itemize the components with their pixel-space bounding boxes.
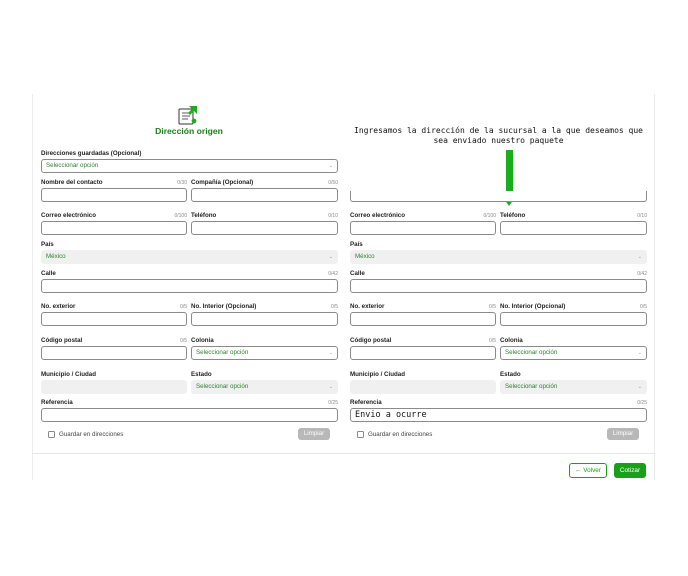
down-arrow-icon [506,150,513,193]
reference-counter: 0/25 [328,400,338,406]
dest-country-label: País [350,241,363,248]
destination-partial-input[interactable] [350,191,647,202]
chevron-down-icon: ⌄ [637,350,642,356]
dest-reference-input[interactable] [350,408,647,422]
dest-int-number-counter: 0/5 [640,304,647,310]
dest-reference-label: Referencia [350,399,382,406]
saved-addresses-field [41,150,338,174]
postal-code-input[interactable] [41,346,187,360]
chevron-down-icon: ⌄ [637,384,642,390]
dest-int-number-input[interactable] [500,312,647,326]
company-label: Compañía (Opcional) [191,179,254,186]
postal-code-counter: 0/5 [180,338,187,344]
save-address-label: Guardar en direcciones [59,431,124,438]
dest-phone-input[interactable] [500,221,647,235]
dest-phone-counter: 0/10 [637,213,647,219]
street-label: Calle [41,270,56,277]
clear-button[interactable]: Limpiar [298,428,330,440]
dest-int-number-field [500,303,647,327]
phone-input[interactable] [191,221,338,235]
dest-street-field [350,270,647,294]
chevron-down-icon: ⌄ [328,163,333,169]
dest-clear-button[interactable]: Limpiar [607,428,639,440]
dest-reference-value: Envio a ocurre [355,410,427,420]
country-value: México [46,253,66,260]
neighborhood-field [191,337,338,361]
dest-state-label: Estado [500,371,521,378]
back-button[interactable]: ← Volver [569,463,607,478]
state-label: Estado [191,371,212,378]
address-card-icon [176,104,200,126]
dest-street-label: Calle [350,270,365,277]
saved-addresses-label: Direcciones guardadas (Opcional) [41,150,142,157]
phone-label: Teléfono [191,212,217,219]
dest-country-select [350,250,647,264]
dest-country-field [350,241,647,265]
dest-municipality-input [350,380,496,394]
tutorial-annotation [346,126,651,146]
origin-title: Dirección origen [155,126,223,136]
int-number-label: No. Interior (Opcional) [191,303,257,310]
phone-counter: 0/10 [328,213,338,219]
contact-name-input[interactable] [41,188,187,202]
neighborhood-value: Seleccionar opción [196,349,249,356]
dest-email-counter: 0/100 [483,213,496,219]
email-field [41,212,187,236]
street-field [41,270,338,294]
chevron-down-icon: ⌄ [328,350,333,356]
dest-municipality-field [350,371,496,395]
country-field [41,241,338,265]
dest-email-input[interactable] [350,221,496,235]
postal-code-field [41,337,187,361]
dest-ext-number-counter: 0/5 [489,304,496,310]
dest-email-field [350,212,496,236]
state-value: Seleccionar opción [196,383,249,390]
dest-neighborhood-value: Seleccionar opción [505,349,558,356]
dest-street-counter: 0/42 [637,271,647,277]
dest-email-label: Correo electrónico [350,212,406,219]
ext-number-field [41,303,187,327]
saved-addresses-select[interactable] [41,159,338,173]
neighborhood-select[interactable] [191,346,338,360]
dest-postal-code-input[interactable] [350,346,496,360]
int-number-input[interactable] [191,312,338,326]
company-counter: 0/50 [328,180,338,186]
dest-int-number-label: No. Interior (Opcional) [500,303,566,310]
reference-label: Referencia [41,399,73,406]
company-input[interactable] [191,188,338,202]
dest-postal-code-counter: 0/5 [489,338,496,344]
state-select[interactable] [191,380,338,394]
dest-phone-label: Teléfono [500,212,526,219]
company-field [191,179,338,203]
quote-button[interactable]: Cotizar [614,463,646,478]
municipality-field [41,371,187,395]
municipality-input [41,380,187,394]
dest-ext-number-input[interactable] [350,312,496,326]
email-label: Correo electrónico [41,212,97,219]
phone-field [191,212,338,236]
municipality-label: Municipio / Ciudad [41,371,96,378]
dest-ext-number-field [350,303,496,327]
dest-postal-code-label: Código postal [350,337,392,344]
dest-neighborhood-field [500,337,647,361]
dest-save-address-checkbox[interactable] [357,431,364,438]
chevron-down-icon: ⌄ [637,254,642,260]
postal-code-label: Código postal [41,337,83,344]
reference-input[interactable] [41,408,338,422]
dest-state-field [500,371,647,395]
dest-ext-number-label: No. exterior [350,303,385,310]
chevron-down-icon: ⌄ [328,384,333,390]
street-input[interactable] [41,279,338,293]
dest-state-value: Seleccionar opción [505,383,558,390]
dest-street-input[interactable] [350,279,647,293]
dest-neighborhood-label: Colonia [500,337,523,344]
contact-name-counter: 0/30 [177,180,187,186]
dest-reference-field [350,399,647,423]
footer-divider [32,453,655,454]
ext-number-input[interactable] [41,312,187,326]
dest-municipality-label: Municipio / Ciudad [350,371,405,378]
dest-country-value: México [355,253,375,260]
street-counter: 0/42 [328,271,338,277]
dest-neighborhood-select[interactable] [500,346,647,360]
ext-number-counter: 0/5 [180,304,187,310]
int-number-counter: 0/5 [331,304,338,310]
dest-postal-code-field [350,337,496,361]
dest-save-address-label: Guardar en direcciones [368,431,433,438]
dest-state-select[interactable] [500,380,647,394]
saved-addresses-value: Seleccionar opción [46,162,99,169]
email-counter: 0/100 [174,213,187,219]
int-number-field [191,303,338,327]
save-address-checkbox[interactable] [48,431,55,438]
country-select [41,250,338,264]
annotation-line-1: Ingresamos la dirección de la sucursal a la que deseamos que [354,126,643,135]
ext-number-label: No. exterior [41,303,76,310]
chevron-down-icon: ⌄ [328,254,333,260]
reference-field [41,399,338,423]
dest-reference-counter: 0/25 [637,400,647,406]
dest-phone-field [500,212,647,236]
state-field [191,371,338,395]
country-label: País [41,241,54,248]
neighborhood-label: Colonia [191,337,214,344]
email-input[interactable] [41,221,187,235]
contact-name-field [41,179,187,203]
annotation-line-2: sea enviado nuestro paquete [433,136,564,145]
contact-name-label: Nombre del contacto [41,179,103,186]
